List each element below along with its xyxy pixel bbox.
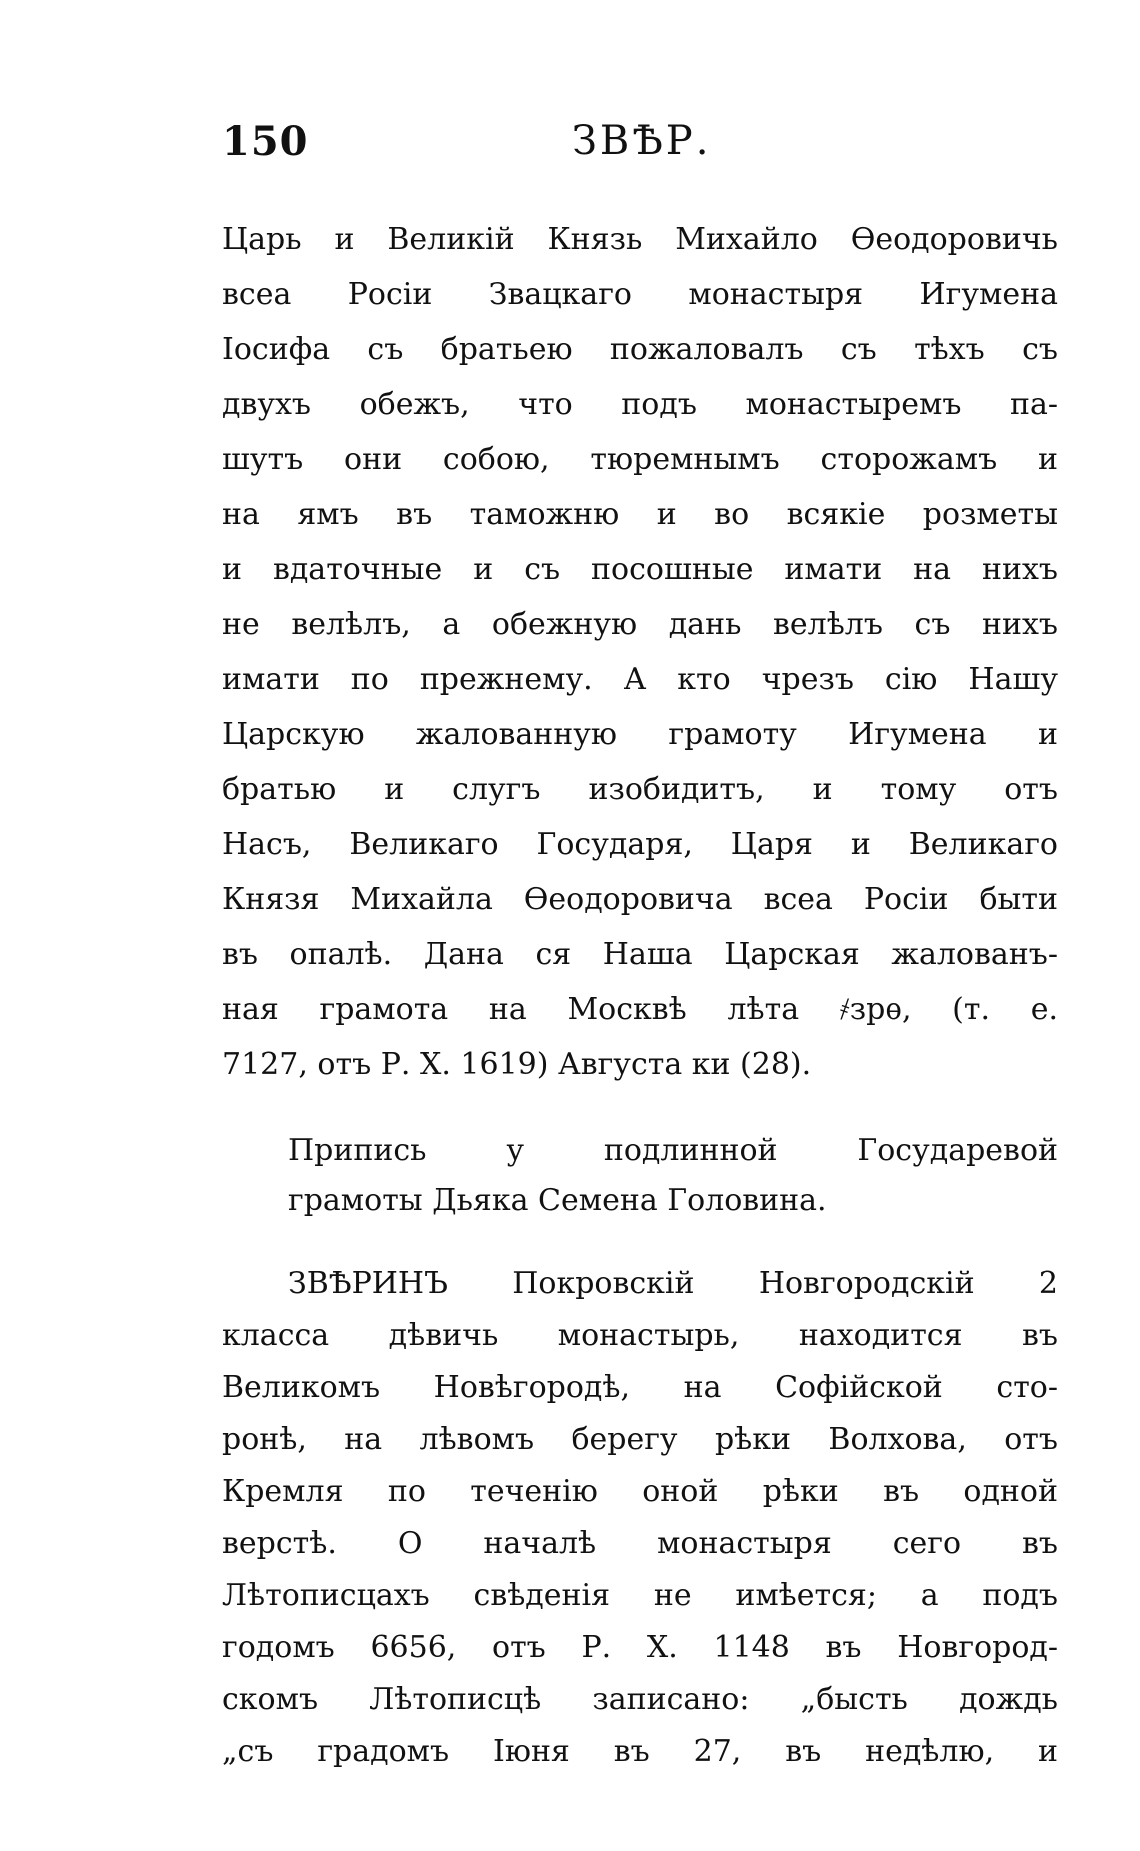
paragraph-spacer [222, 1226, 1058, 1258]
text-line: двухъ обежъ, что подъ монастыремъ па- [222, 387, 1058, 422]
paragraph-attestation [222, 1126, 1058, 1226]
text-line: верстѣ. О началѣ монастыря сего въ [222, 1526, 1058, 1561]
text-line: годомъ 6656, отъ Р. Х. 1148 въ Новгород- [222, 1630, 1058, 1665]
text-line: не велѣлъ, а обежную дань велѣлъ съ нихъ [222, 607, 1058, 642]
paragraph-spacer [222, 1092, 1058, 1126]
text-line: „съ градомъ Іюня въ 27, въ недѣлю, и [222, 1734, 1058, 1769]
text-line: всеа Росіи Звацкаго монастыря Игумена [222, 277, 1058, 312]
text-line: ная грамота на Москвѣ лѣта ҂зрѳ, (т. е. [222, 992, 1058, 1027]
text-line: шутъ они собою, тюремнымъ сторожамъ и [222, 442, 1058, 477]
text-line: Насъ, Великаго Государя, Царя и Великаго [222, 827, 1058, 862]
text-line: имати по прежнему. А кто чрезъ сію Нашу [222, 662, 1058, 697]
text-line: и вдаточные и съ посошные имати на нихъ [222, 552, 1058, 587]
entry-heading-line: ЗВѢРИНЪ Покровскій Новгородскій 2 [288, 1266, 1058, 1301]
text-line: на ямъ въ таможню и во всякіе розметы [222, 497, 1058, 532]
paragraph-charter [222, 212, 1058, 1092]
text-line: класса дѣвичь монастырь, находится въ [222, 1318, 1058, 1353]
text-line: Кремля по теченію оной рѣки въ одной [222, 1474, 1058, 1509]
text-line: 7127, отъ Р. Х. 1619) Августа ки (28). [222, 1047, 812, 1082]
text-line: Припись у подлинной Государевой [288, 1133, 1058, 1168]
body-text [222, 212, 1058, 1778]
text-line: скомъ Лѣтописцѣ записано: „бысть дождь [222, 1682, 1058, 1717]
paragraph-entry-zverin [222, 1258, 1058, 1778]
text-line: ронѣ, на лѣвомъ берегу рѣки Волхова, отъ [222, 1422, 1058, 1457]
page-header [222, 118, 1062, 178]
text-line: братью и слугъ изобидитъ, и тому отъ [222, 772, 1058, 807]
text-line: Князя Михайла Өеодоровича всеа Росіи быти [222, 882, 1058, 917]
running-head: ЗВѢР. [572, 118, 712, 164]
text-line: Іосифа съ братьею пожаловалъ съ тѣхъ съ [222, 332, 1058, 367]
text-line: Великомъ Новѣгородѣ, на Софійской сто- [222, 1370, 1058, 1405]
text-line: грамоты Дьяка Семена Головина. [288, 1183, 827, 1218]
text-line: Царскую жалованную грамоту Игумена и [222, 717, 1058, 752]
page-number: 150 [222, 118, 309, 165]
text-line: Царь и Великій Князь Михайло Өеодоровичь [222, 222, 1058, 257]
text-line: въ опалѣ. Дана ся Наша Царская жалованъ- [222, 937, 1058, 972]
text-line: Лѣтописцахъ свѣденія не имѣется; а подъ [222, 1578, 1058, 1613]
